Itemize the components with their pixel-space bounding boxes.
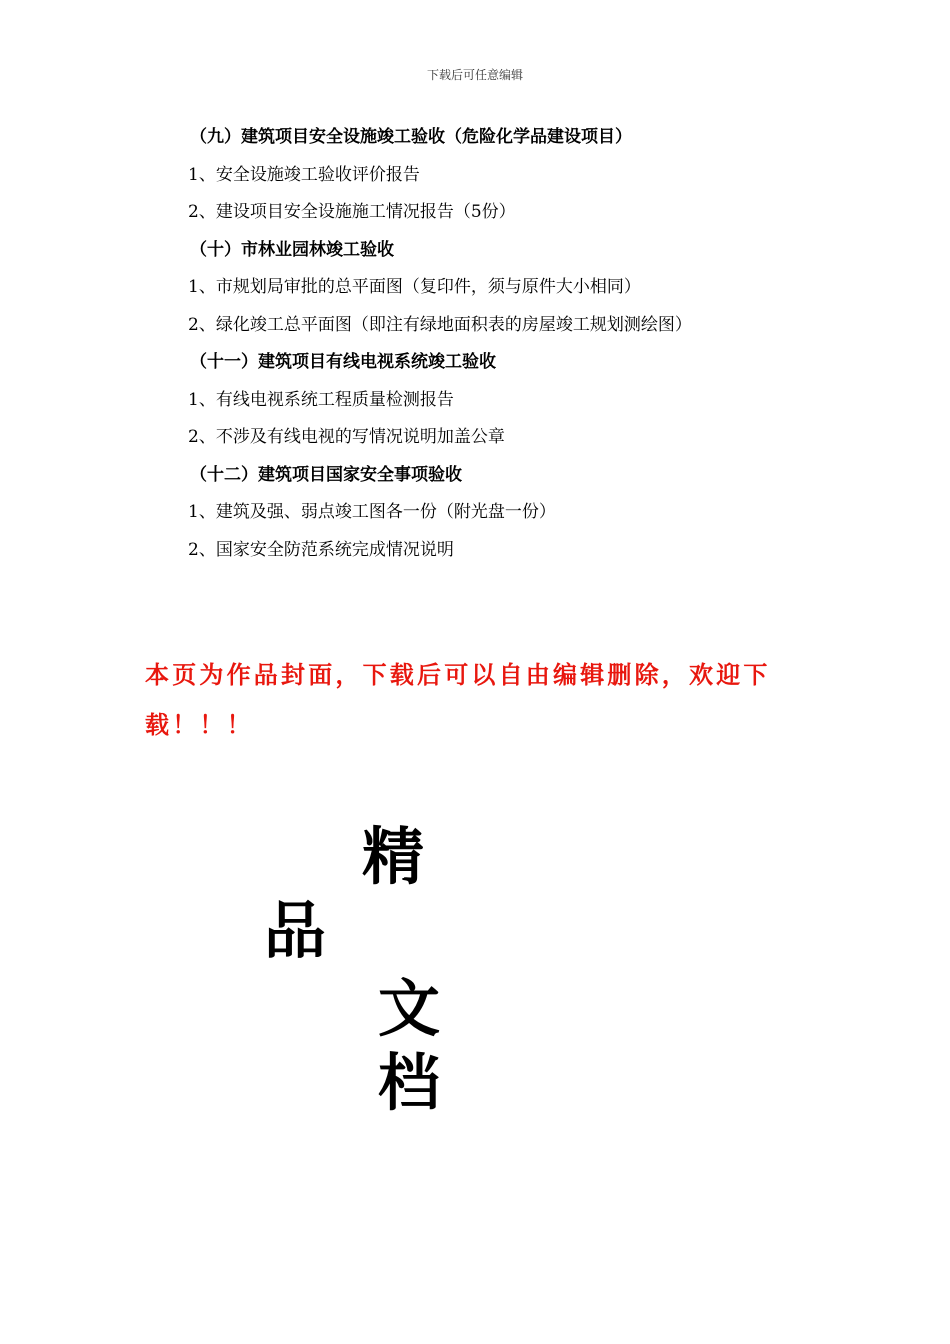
section-12 — [0, 461, 950, 574]
document-content — [0, 123, 950, 573]
cover-char-dang: 档 — [378, 1046, 441, 1119]
section-9 — [0, 123, 950, 236]
section-title: （十一）建筑项目有线电视系统竣工验收 — [190, 352, 496, 372]
list-item: 1、建筑及强、弱点竣工图各一份（附光盘一份） — [188, 502, 556, 522]
header-note: 下载后可任意编辑 — [426, 68, 523, 82]
section-title: （十二）建筑项目国家安全事项验收 — [190, 464, 462, 485]
list-item: 1、市规划局审批的总平面图（复印件，须与原件大小相同） — [188, 277, 641, 297]
cover-char-wen: 文 — [378, 972, 441, 1045]
list-item: 2、建设项目安全设施施工情况报告（5份） — [188, 202, 516, 222]
section-title: （九）建筑项目安全设施竣工验收（危险化学品建设项目） — [190, 127, 632, 147]
section-10 — [0, 236, 950, 349]
list-item: 1、安全设施竣工验收评价报告 — [188, 164, 420, 185]
list-item: 2、国家安全防范系统完成情况说明 — [188, 539, 454, 560]
cover-char-jing: 精 — [362, 820, 425, 893]
cover-char-pin: 品 — [264, 894, 327, 967]
list-item: 2、不涉及有线电视的写情况说明加盖公章 — [188, 427, 505, 447]
list-item: 2、绿化竣工总平面图（即注有绿地面积表的房屋竣工规划测绘图） — [188, 314, 692, 335]
list-item: 1、有线电视系统工程质量检测报告 — [188, 389, 454, 410]
cover-notice: 本页为作品封面，下载后可以自由编辑删除，欢迎下载！！！ — [145, 661, 771, 739]
section-11 — [0, 348, 950, 461]
section-title: （十）市林业园林竣工验收 — [190, 239, 394, 260]
